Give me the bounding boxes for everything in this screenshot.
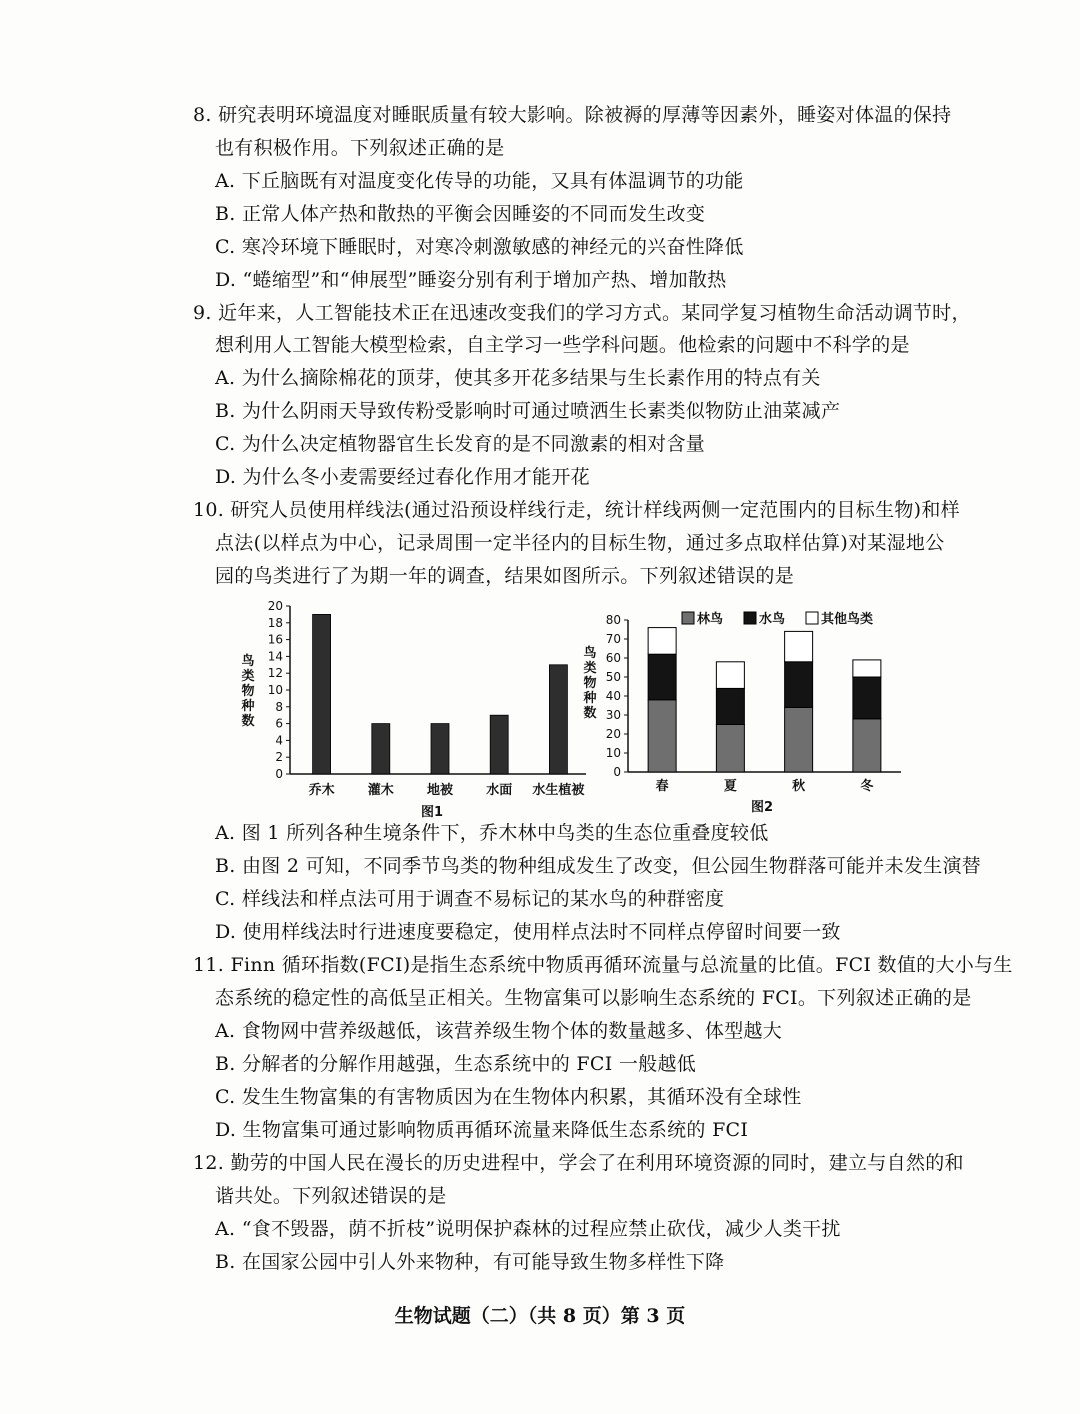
- q8-option-b: B. 正常人体产热和散热的平衡会因睡姿的不同而发生改变: [215, 203, 706, 225]
- fig2-bar-2-2: [785, 631, 813, 661]
- fig1-bar-4: [549, 665, 567, 774]
- fig2-y-tick-label: 40: [605, 689, 621, 703]
- q10-stem-line2: 点法(以样点为中心，记录周围一定半径内的目标生物，通过多点取样估算)对某湿地公: [215, 532, 945, 554]
- fig1-y-tick-label: 0: [275, 767, 283, 781]
- fig1-bar-0: [313, 614, 331, 774]
- q11-option-d: D. 生物富集可通过影响物质再循环流量来降低生态系统的 FCI: [215, 1119, 749, 1141]
- figure-charts: [236, 594, 916, 830]
- fig2-bar-0-1: [648, 654, 676, 700]
- fig2-bar-1-1: [716, 688, 744, 724]
- fig1-y-axis-label: [240, 653, 255, 729]
- fig1-x-label: 地被: [426, 783, 454, 798]
- fig2-y-tick-label: 50: [605, 670, 621, 684]
- fig1-y-tick-label: 18: [267, 615, 283, 630]
- q9-option-b: B. 为什么阴雨天导致传粉受影响时可通过喷洒生长素类似物防止油菜减产: [215, 400, 841, 422]
- fig2-bar-2-1: [785, 662, 813, 708]
- fig1-title: 图1: [420, 805, 444, 820]
- fig1-y-tick-label: 16: [267, 632, 283, 647]
- q10-stem-line1: 10. 研究人员使用样线法(通过沿预设样线行走，统计样线两侧一定范围内的目标生物)和样: [193, 499, 960, 521]
- fig2-y-tick-label: 80: [605, 613, 621, 627]
- q8-option-c: C. 寒冷环境下睡眠时，对寒冷刺激敏感的神经元的兴奋性降低: [215, 236, 744, 258]
- fig2-legend-label: 林鸟: [697, 612, 724, 627]
- fig1-y-tick-label: 10: [267, 683, 283, 697]
- q10-option-a: A. 图 1 所列各种生境条件下，乔木林中鸟类的生态位重叠度较低: [215, 822, 769, 844]
- figure2: [582, 611, 901, 815]
- fig2-legend-swatch: [806, 612, 818, 624]
- q8-option-a: A. 下丘脑既有对温度变化传导的功能，又具有体温调节的功能: [215, 170, 744, 192]
- q12-stem-line2: 谐共处。下列叙述错误的是: [215, 1185, 447, 1207]
- fig2-bar-3-1: [853, 677, 881, 719]
- fig2-legend: [682, 611, 873, 627]
- q8-option-d: D. “蜷缩型”和“伸展型”睡姿分别有利于增加产热、增加散热: [215, 269, 727, 291]
- fig2-legend-label: 水鸟: [759, 612, 786, 627]
- fig2-bar-3-2: [853, 660, 881, 677]
- q11-option-a: A. 食物网中营养级越低，该营养级生物个体的数量越多、体型越大: [215, 1020, 783, 1042]
- q12-option-a: A. “食不毁器，荫不折枝”说明保护森林的过程应禁止砍伐，减少人类干扰: [215, 1218, 841, 1240]
- fig2-y-tick-label: 60: [605, 651, 621, 665]
- charts-svg: [236, 594, 916, 830]
- fig1-y-tick-label: 4: [275, 733, 283, 748]
- fig2-bar-1-0: [716, 725, 744, 773]
- fig2-y-tick-label: 20: [605, 727, 621, 741]
- figure1: [240, 599, 586, 820]
- q12-stem-line1: 12. 勤劳的中国人民在漫长的历史进程中，学会了在利用环境资源的同时，建立与自然的和: [193, 1152, 964, 1174]
- fig2-legend-swatch: [682, 612, 694, 624]
- fig1-bar-3: [490, 715, 508, 774]
- fig1-y-tick-label: 14: [267, 649, 283, 664]
- q9-stem-line1: 9. 近年来，人工智能技术正在迅速改变我们的学习方式。某同学复习植物生命活动调节时，: [193, 302, 971, 324]
- fig2-y-tick-label: 70: [605, 632, 621, 646]
- q11-option-b: B. 分解者的分解作用越强，生态系统中的 FCI 一般越低: [215, 1053, 697, 1075]
- fig1-x-label: 水面: [486, 783, 513, 798]
- fig1-x-label: 灌木: [367, 783, 394, 798]
- fig1-x-label: 乔木: [308, 783, 335, 798]
- page-footer: 生物试题（二）（共 8 页）第 3 页: [394, 1305, 686, 1327]
- fig2-legend-swatch: [744, 612, 756, 624]
- fig2-x-label: 夏: [723, 779, 737, 794]
- q11-option-c: C. 发生生物富集的有害物质因为在生物体内积累，其循环没有全球性: [215, 1086, 802, 1108]
- y-axis-label-text: 鸟类物种数: [583, 646, 597, 721]
- fig2-y-tick-label: 30: [605, 708, 621, 722]
- q9-option-d: D. 为什么冬小麦需要经过春化作用才能开花: [215, 466, 590, 488]
- fig2-y-tick-label: 10: [605, 746, 621, 760]
- y-axis-label-text: 鸟类物种数: [241, 654, 255, 729]
- fig2-bar-1-2: [716, 662, 744, 689]
- q12-option-b: B. 在国家公园中引人外来物种，有可能导致生物多样性下降: [215, 1251, 725, 1273]
- q11-stem-line2: 态系统的稳定性的高低呈正相关。生物富集可以影响生态系统的 FCI。下列叙述正确的是: [215, 987, 972, 1009]
- fig1-y-tick-label: 2: [275, 750, 283, 765]
- q9-option-c: C. 为什么决定植物器官生长发育的是不同激素的相对含量: [215, 433, 706, 455]
- fig1-y-tick-label: 20: [267, 599, 283, 613]
- fig1-bar-2: [431, 724, 449, 774]
- fig2-bar-2-0: [785, 707, 813, 772]
- fig2-bar-3-0: [853, 719, 881, 772]
- q8-stem-line2: 也有积极作用。下列叙述正确的是: [215, 137, 505, 159]
- fig1-y-tick-label: 12: [267, 666, 283, 681]
- q10-option-c: C. 样线法和样点法可用于调查不易标记的某水鸟的种群密度: [215, 888, 725, 910]
- fig1-y-tick-label: 8: [275, 699, 283, 714]
- fig1-x-label: 水生植被: [532, 783, 585, 798]
- fig2-x-label: 秋: [792, 779, 806, 794]
- fig2-x-label: 冬: [860, 779, 874, 794]
- q10-option-d: D. 使用样线法时行进速度要稳定，使用样点法时不同样点停留时间要一致: [215, 921, 841, 943]
- fig2-bar-0-0: [648, 700, 676, 772]
- fig2-title: 图2: [750, 800, 774, 815]
- fig2-y-axis-label: [582, 645, 597, 721]
- q10-option-b: B. 由图 2 可知，不同季节鸟类的物种组成发生了改变，但公园生物群落可能并未发生演替: [215, 855, 982, 877]
- fig1-bar-1: [372, 724, 390, 774]
- fig1-y-tick-label: 6: [275, 716, 283, 731]
- q10-stem-line3: 园的鸟类进行了为期一年的调查，结果如图所示。下列叙述错误的是: [215, 565, 795, 587]
- fig2-bar-0-2: [648, 628, 676, 655]
- q8-stem-line1: 8. 研究表明环境温度对睡眠质量有较大影响。除被褥的厚薄等因素外，睡姿对体温的保持: [193, 104, 952, 126]
- fig2-x-label: 春: [655, 779, 669, 794]
- fig2-legend-label: 其他鸟类: [821, 612, 874, 627]
- fig2-y-tick-label: 0: [613, 765, 621, 779]
- q11-stem-line1: 11. Finn 循环指数(FCI)是指生态系统中物质再循环流量与总流量的比值。FCI 数值的大小与生: [193, 954, 1013, 976]
- q9-stem-line2: 想利用人工智能大模型检索，自主学习一些学科问题。他检索的问题中不科学的是: [215, 334, 910, 356]
- q9-option-a: A. 为什么摘除棉花的顶芽，使其多开花多结果与生长素作用的特点有关: [215, 367, 821, 389]
